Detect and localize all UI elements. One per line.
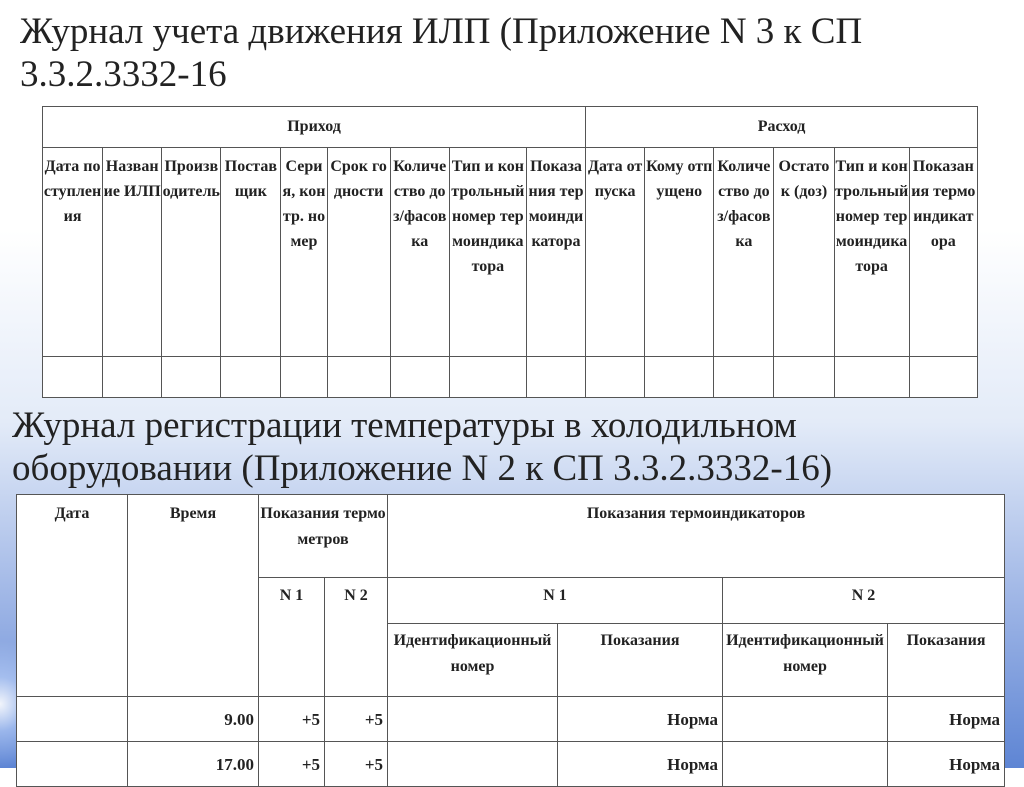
header-thermometers: Показания термометров [259, 495, 388, 578]
table-cell [586, 357, 645, 398]
temperature-journal-table [16, 494, 1005, 787]
cell-thermometer-n2: +5 [325, 697, 388, 742]
table-cell [162, 357, 221, 398]
table-cell [281, 357, 327, 398]
header-indicator-n2: N 2 [723, 578, 1005, 624]
table-row [17, 697, 1005, 742]
table-cell [43, 357, 103, 398]
table-cell [221, 357, 281, 398]
cell-id-number-1 [388, 742, 558, 787]
header-id-number-2: Идентификационный номер [723, 624, 888, 697]
cell-reading-2: Норма [888, 742, 1005, 787]
cell-reading-1: Норма [558, 697, 723, 742]
cell-date [17, 742, 128, 787]
col-header: Срок годности [327, 148, 390, 357]
col-header: Количество доз/фасовка [714, 148, 774, 357]
header-date: Дата [17, 495, 128, 697]
header-time: Время [128, 495, 259, 697]
col-header: Серия, контр. номер [281, 148, 327, 357]
table-cell [103, 357, 162, 398]
table-cell [909, 357, 977, 398]
col-header: Показания термоиндикатора [909, 148, 977, 357]
cell-time: 9.00 [128, 697, 259, 742]
col-header: Название ИЛП [103, 148, 162, 357]
group-header-expense: Расход [586, 107, 978, 148]
header-thermometer-n2: N 2 [325, 578, 388, 697]
journal1-title: Журнал учета движения ИЛП (Приложение N 3 к СП 3.3.2.3332-16 [20, 11, 863, 95]
header-indicators: Показания термоиндикаторов [388, 495, 1005, 578]
col-header: Показания термоиндикатора [526, 148, 585, 357]
empty-table-row [43, 357, 978, 398]
col-header: Дата поступления [43, 148, 103, 357]
table-cell [526, 357, 585, 398]
table-cell [774, 357, 834, 398]
col-header: Кому отпущено [645, 148, 714, 357]
col-header: Дата отпуска [586, 148, 645, 357]
cell-thermometer-n1: +5 [259, 697, 325, 742]
ilp-movement-journal-table [42, 106, 978, 398]
table-cell [714, 357, 774, 398]
header-indicator-n1: N 1 [388, 578, 723, 624]
header-thermometer-n1: N 1 [259, 578, 325, 697]
cell-time: 17.00 [128, 742, 259, 787]
journal2-title: Журнал регистрации температуры в холодильном оборудовании (Приложение N 2 к СП 3.3.2.3332-16) [12, 405, 833, 489]
col-header: Тип и контрольный номер термоиндикатора [834, 148, 909, 357]
cell-id-number-2 [723, 742, 888, 787]
header-reading-1: Показания [558, 624, 723, 697]
header-reading-2: Показания [888, 624, 1005, 697]
col-header: Поставщик [221, 148, 281, 357]
table-row [17, 742, 1005, 787]
cell-id-number-1 [388, 697, 558, 742]
cell-thermometer-n2: +5 [325, 742, 388, 787]
cell-reading-2: Норма [888, 697, 1005, 742]
table-cell [390, 357, 449, 398]
cell-id-number-2 [723, 697, 888, 742]
cell-date [17, 697, 128, 742]
table-cell [645, 357, 714, 398]
cell-reading-1: Норма [558, 742, 723, 787]
col-header: Тип и контрольный номер термоиндикатора [449, 148, 526, 357]
header-id-number-1: Идентификационный номер [388, 624, 558, 697]
table-cell [834, 357, 909, 398]
table-cell [449, 357, 526, 398]
col-header: Остаток (доз) [774, 148, 834, 357]
table-cell [327, 357, 390, 398]
group-header-income: Приход [43, 107, 586, 148]
col-header: Количество доз/фасовка [390, 148, 449, 357]
col-header: Производитель [162, 148, 221, 357]
cell-thermometer-n1: +5 [259, 742, 325, 787]
